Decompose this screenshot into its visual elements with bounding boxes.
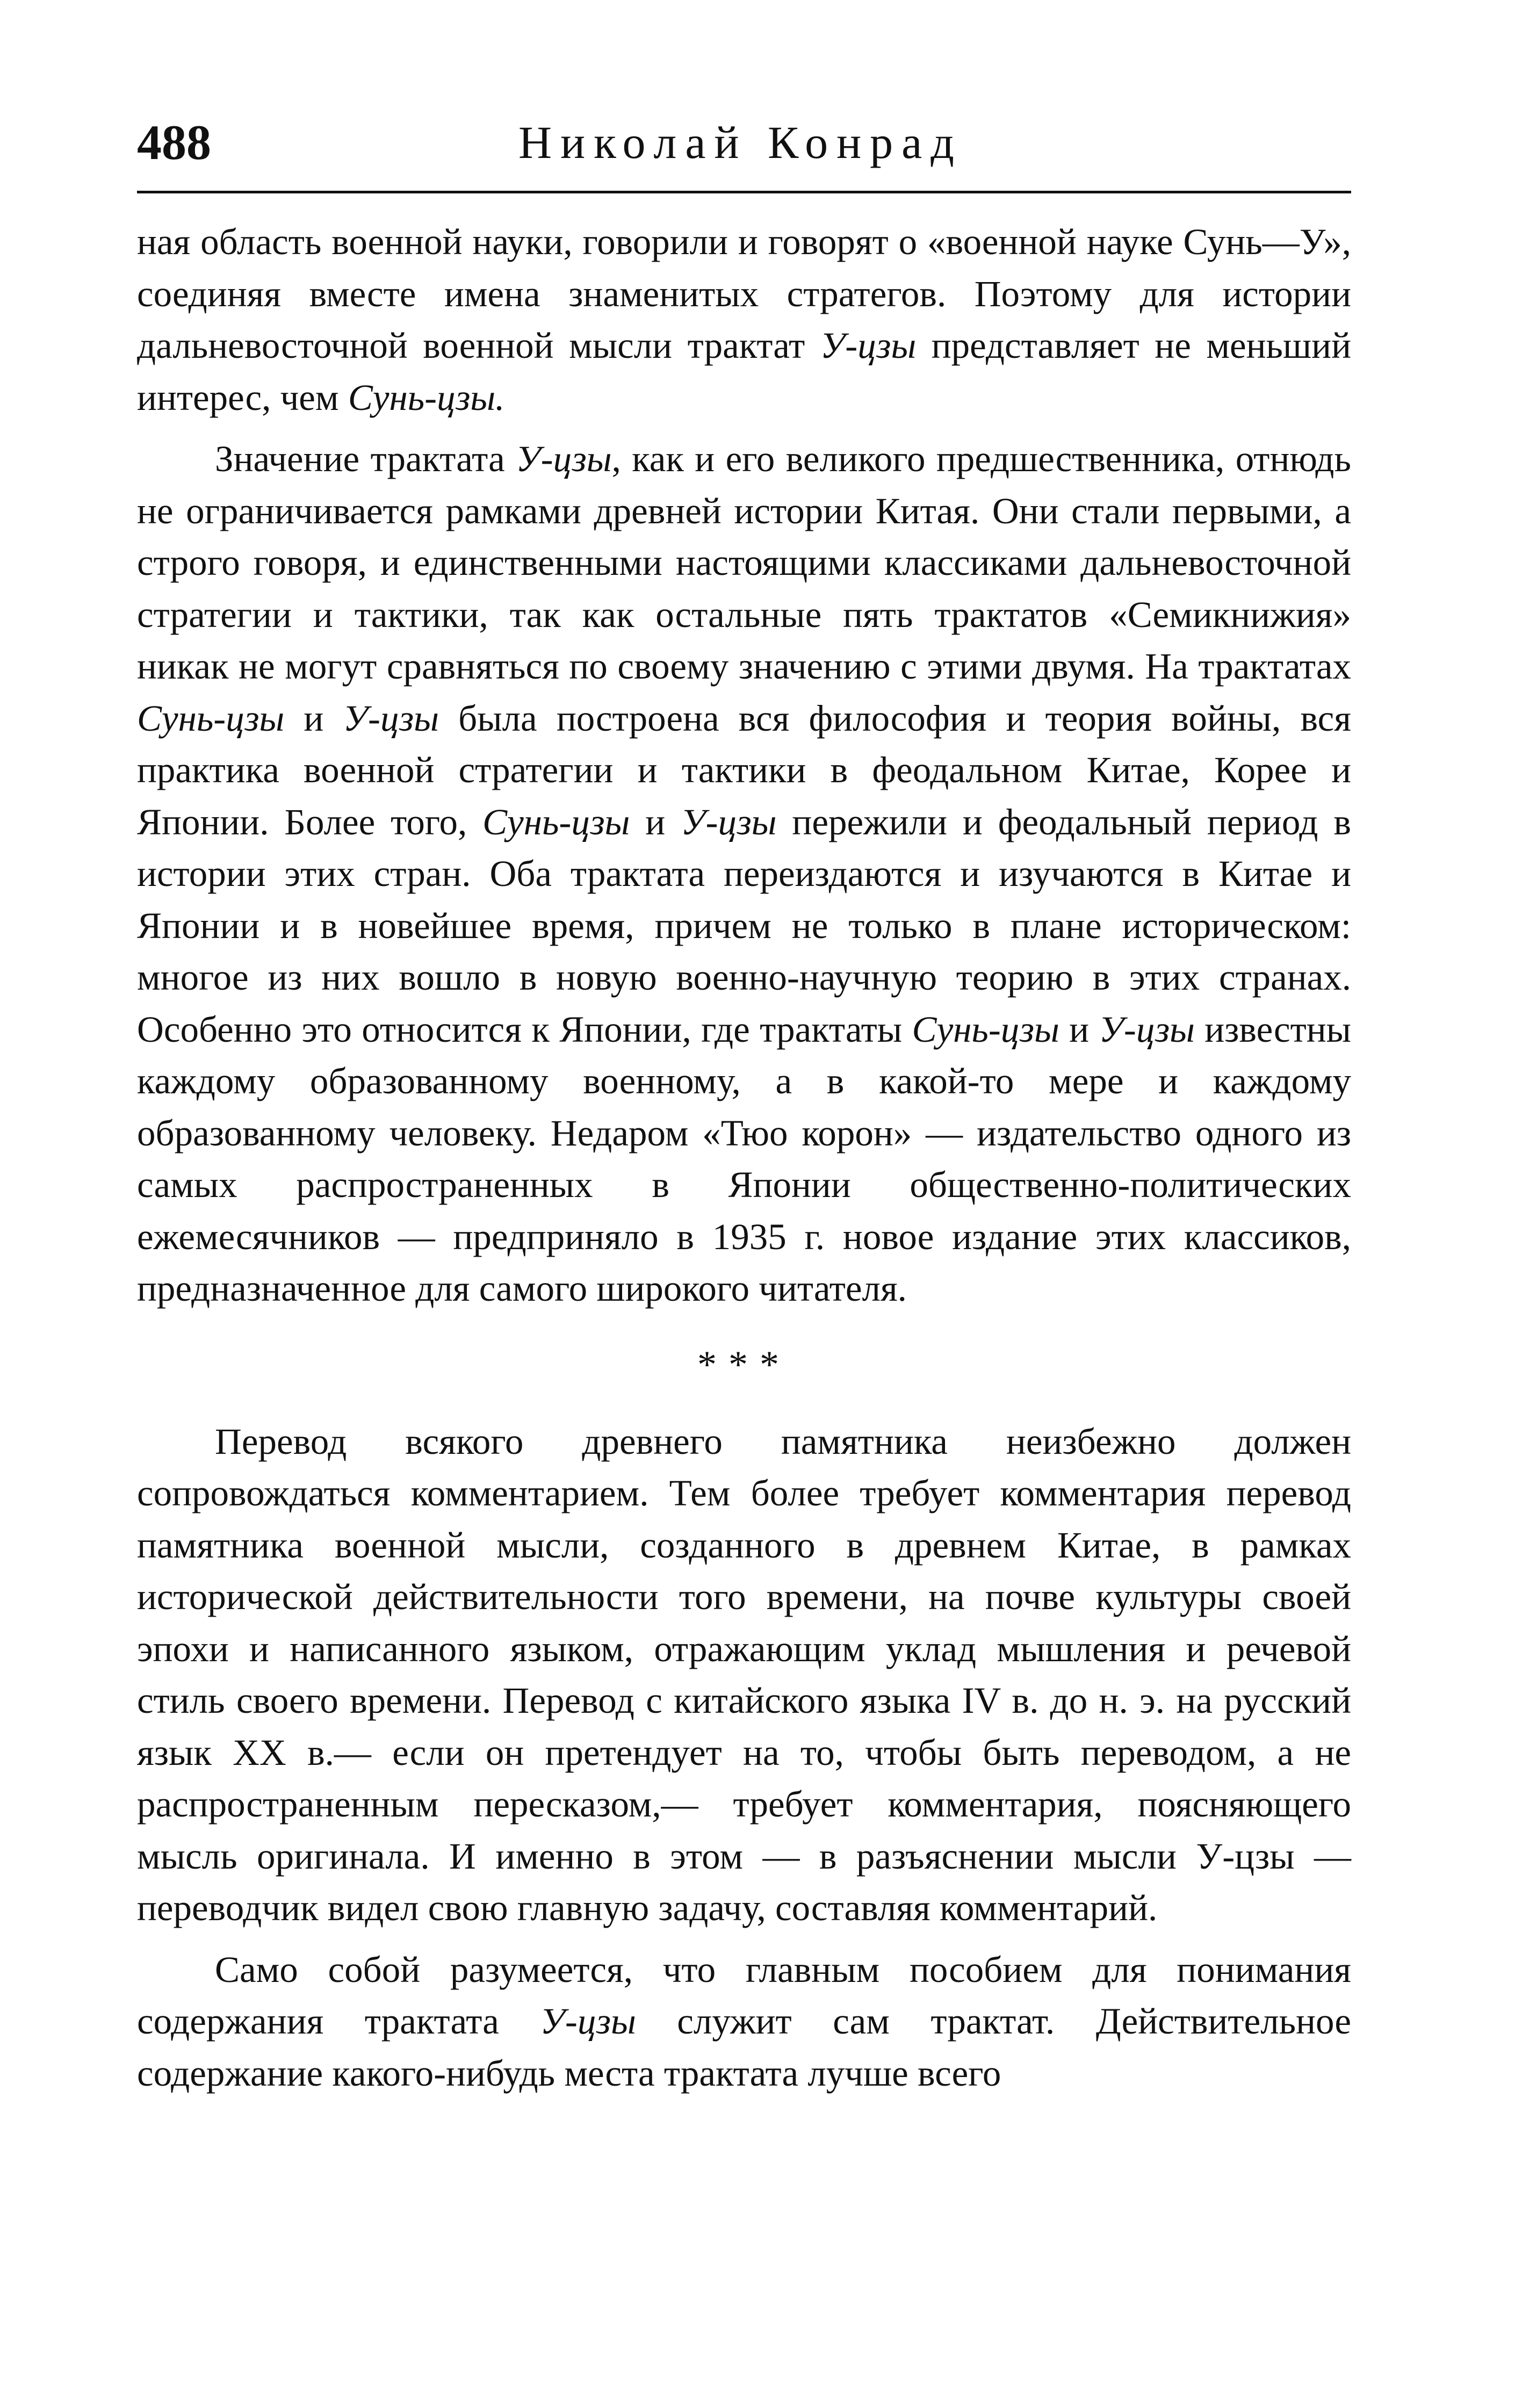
text-run: пережили и феодальный период в истории этих стран. Оба трактата переиздаются и изучаются в Китае и Японии и в новейшее время, причем не только в плане историческом: многое из них вошло в новую военно-научную теорию в этих странах. Особенно это относится к Японии, где трактаты [137, 801, 1351, 1050]
italic-title: У-цзы [681, 801, 777, 842]
body-text [137, 216, 1351, 2099]
paragraph-1 [137, 216, 1351, 423]
paragraph-4 [137, 1944, 1351, 2100]
paragraph-2 [137, 433, 1351, 1315]
text-run: и [284, 697, 343, 739]
text-run: Перевод всякого древнего памятника неизбежно должен сопровождаться комментарием. Тем более требует комментария перевод памятника военной мысли, созданного в древнем Китае, в рамках исторической действительности того времени, на почве культуры своей эпохи и написанного языком, отражающим уклад мышления и речевой стиль своего времени. Перевод с китайского языка IV в. до н. э. на русский язык XX в.— если он претендует на то, чтобы быть переводом, а не распространенным пересказом,— требует комментария, поясняющего мысль оригинала. И именно в этом — в разъяснении мысли У-цзы — переводчик видел свою главную задачу, составляя комментарий. [137, 1421, 1351, 1928]
italic-title: У-цзы [540, 2001, 636, 2042]
text-run: ная область военной науки, говорили и говорят о «военной науке Сунь—У», соединяя вместе имена знаменитых стратегов. Поэтому для истории дальневосточной военной мысли трактат [137, 221, 1351, 366]
italic-title: У-цзы [1099, 1008, 1195, 1050]
italic-title: Сунь-цзы. [348, 377, 505, 418]
italic-title: Сунь-цзы [912, 1008, 1059, 1050]
page-header [137, 110, 1351, 193]
page-number: 488 [137, 115, 211, 170]
text-run: Значение трактата [215, 438, 516, 479]
running-head: Николай Конрад [518, 117, 963, 168]
book-page [137, 110, 1351, 2099]
italic-title: У-цзы [516, 438, 612, 479]
section-separator: *** [697, 1343, 791, 1386]
text-run: служит сам трактат. Действительное содержание какого-нибудь места трактата лучше всего [137, 2001, 1352, 2094]
text-run: и [630, 801, 681, 842]
text-run: известны каждому образованному военному, а в какой-то мере и каждому образованному человеку. Недаром «Тюо корон» — издательство одного из самых распространенных в Японии общественно-политических ежемесячников — предприняло в 1935 г. новое издание этих классиков, предназначенное для самого широкого читателя. [137, 1008, 1352, 1309]
italic-title: Сунь-цзы [137, 697, 285, 739]
italic-title: У-цзы [343, 697, 439, 739]
text-run: была построена вся философия и теория войны, вся практика военной стратегии и тактики в феодальном Китае, Корее и Японии. Более того, [137, 697, 1351, 842]
text-run: , как и его великого предшественника, отнюдь не ограничивается рамками древней истории Китая. Они стали первыми, а строго говоря, и единственными настоящими классиками дальневосточной стратегии и тактики, так как остальные пять трактатов «Семикнижия» никак не могут сравняться по своему значению с этими двумя. На трактатах [137, 438, 1351, 687]
italic-title: У-цзы [820, 325, 917, 366]
text-run: и [1059, 1008, 1099, 1050]
text-run: представляет не меньший интерес, чем [137, 325, 1351, 418]
text-run: Само собой разумеется, что главным пособием для понимания содержания трактата [137, 1949, 1351, 2042]
italic-title: Сунь-цзы [482, 801, 630, 842]
paragraph-3 [137, 1416, 1351, 1934]
